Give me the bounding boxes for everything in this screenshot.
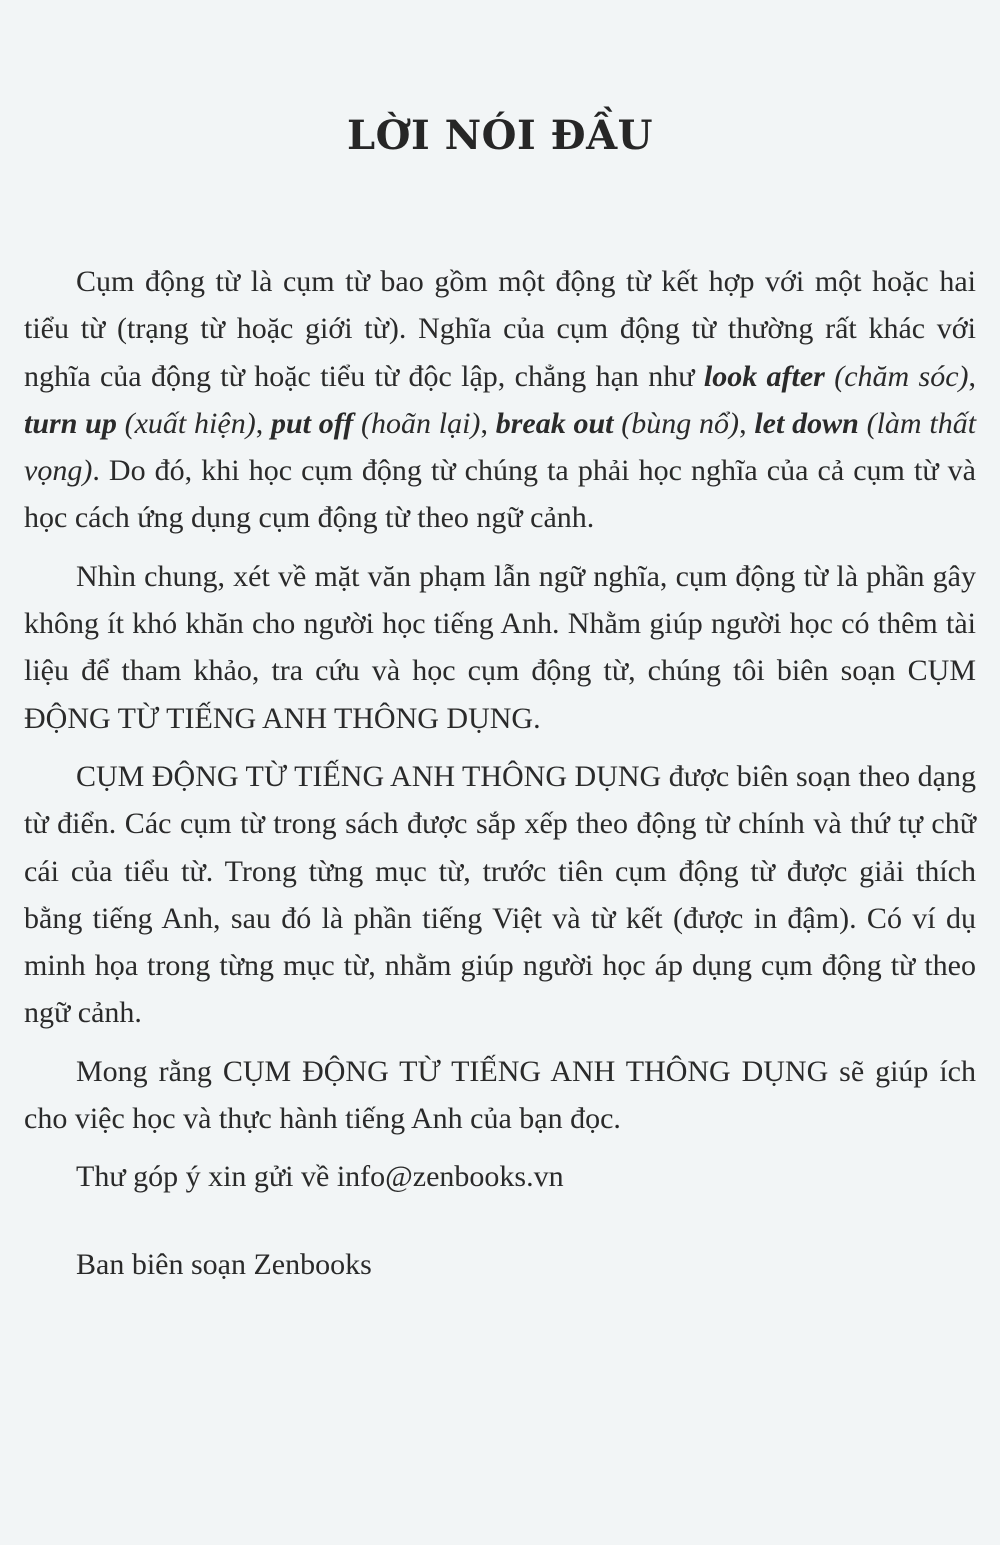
example-phrase: break out (495, 406, 614, 440)
paragraph-phrasal-verbs-definition (24, 258, 976, 542)
separator: , (255, 406, 271, 440)
separator: , (480, 406, 496, 440)
paragraph-wish: Mong rằng CỤM ĐỘNG TỪ TIẾNG ANH THÔNG DỤNG sẽ giúp ích cho việc học và thực hành tiếng Anh của bạn đọc. (24, 1054, 976, 1136)
signature: Ban biên soạn Zenbooks (76, 1247, 372, 1281)
separator: , (968, 359, 976, 393)
example-phrase: look after (703, 359, 825, 393)
paragraph-text: . Do đó, khi học cụm động từ chúng ta phải học nghĩa của cả cụm từ và học cách ứng dụng cụm động từ theo ngữ cảnh. (24, 454, 976, 535)
example-phrase: let down (754, 406, 859, 440)
paragraph-book-structure: CỤM ĐỘNG TỪ TIẾNG ANH THÔNG DỤNG được biên soạn theo dạng từ điển. Các cụm từ trong sách được sắp xếp theo động từ chính và thứ tự chữ cái của tiểu từ. Trong từng mục từ, trước tiên cụm động từ được giải thích bằng tiếng Anh, sau đó là phần tiếng Việt và từ kết (được in đậm). Có ví dụ minh họa trong từng mục từ, nhằm giúp người học áp dụng cụm động từ theo ngữ cảnh. (24, 759, 976, 1030)
example-translation: (làm thất vọng) (24, 406, 977, 488)
example-translation: (xuất hiện) (116, 406, 256, 440)
paragraph-text: Cụm động từ là cụm từ bao gồm một động từ kết hợp với một hoặc hai tiểu từ (trạng từ hoặc giới từ). Nghĩa của cụm động từ thường rất khác với nghĩa của động từ hoặc tiểu từ độc lập, chẳng hạn như (24, 265, 976, 393)
example-translation: (chăm sóc) (824, 359, 969, 393)
document-body (24, 258, 976, 1299)
paragraph-purpose: Nhìn chung, xét về mặt văn phạm lẫn ngữ nghĩa, cụm động từ là phần gây không ít khó khăn cho người học tiếng Anh. Nhằm giúp người học có thêm tài liệu để tham khảo, tra cứu và học cụm động từ, chúng tôi biên soạn CỤM ĐỘNG TỪ TIẾNG ANH THÔNG DỤNG. (24, 559, 976, 735)
page-title: LỜI NÓI ĐẦU (346, 112, 654, 159)
example-translation: (bùng nổ) (613, 406, 740, 440)
example-translation: (hoãn lại) (353, 406, 481, 440)
paragraph-feedback-contact: Thư góp ý xin gửi về info@zenbooks.vn (76, 1160, 564, 1194)
separator: , (739, 406, 755, 440)
example-phrase: put off (270, 406, 354, 440)
example-phrase: turn up (24, 406, 117, 440)
